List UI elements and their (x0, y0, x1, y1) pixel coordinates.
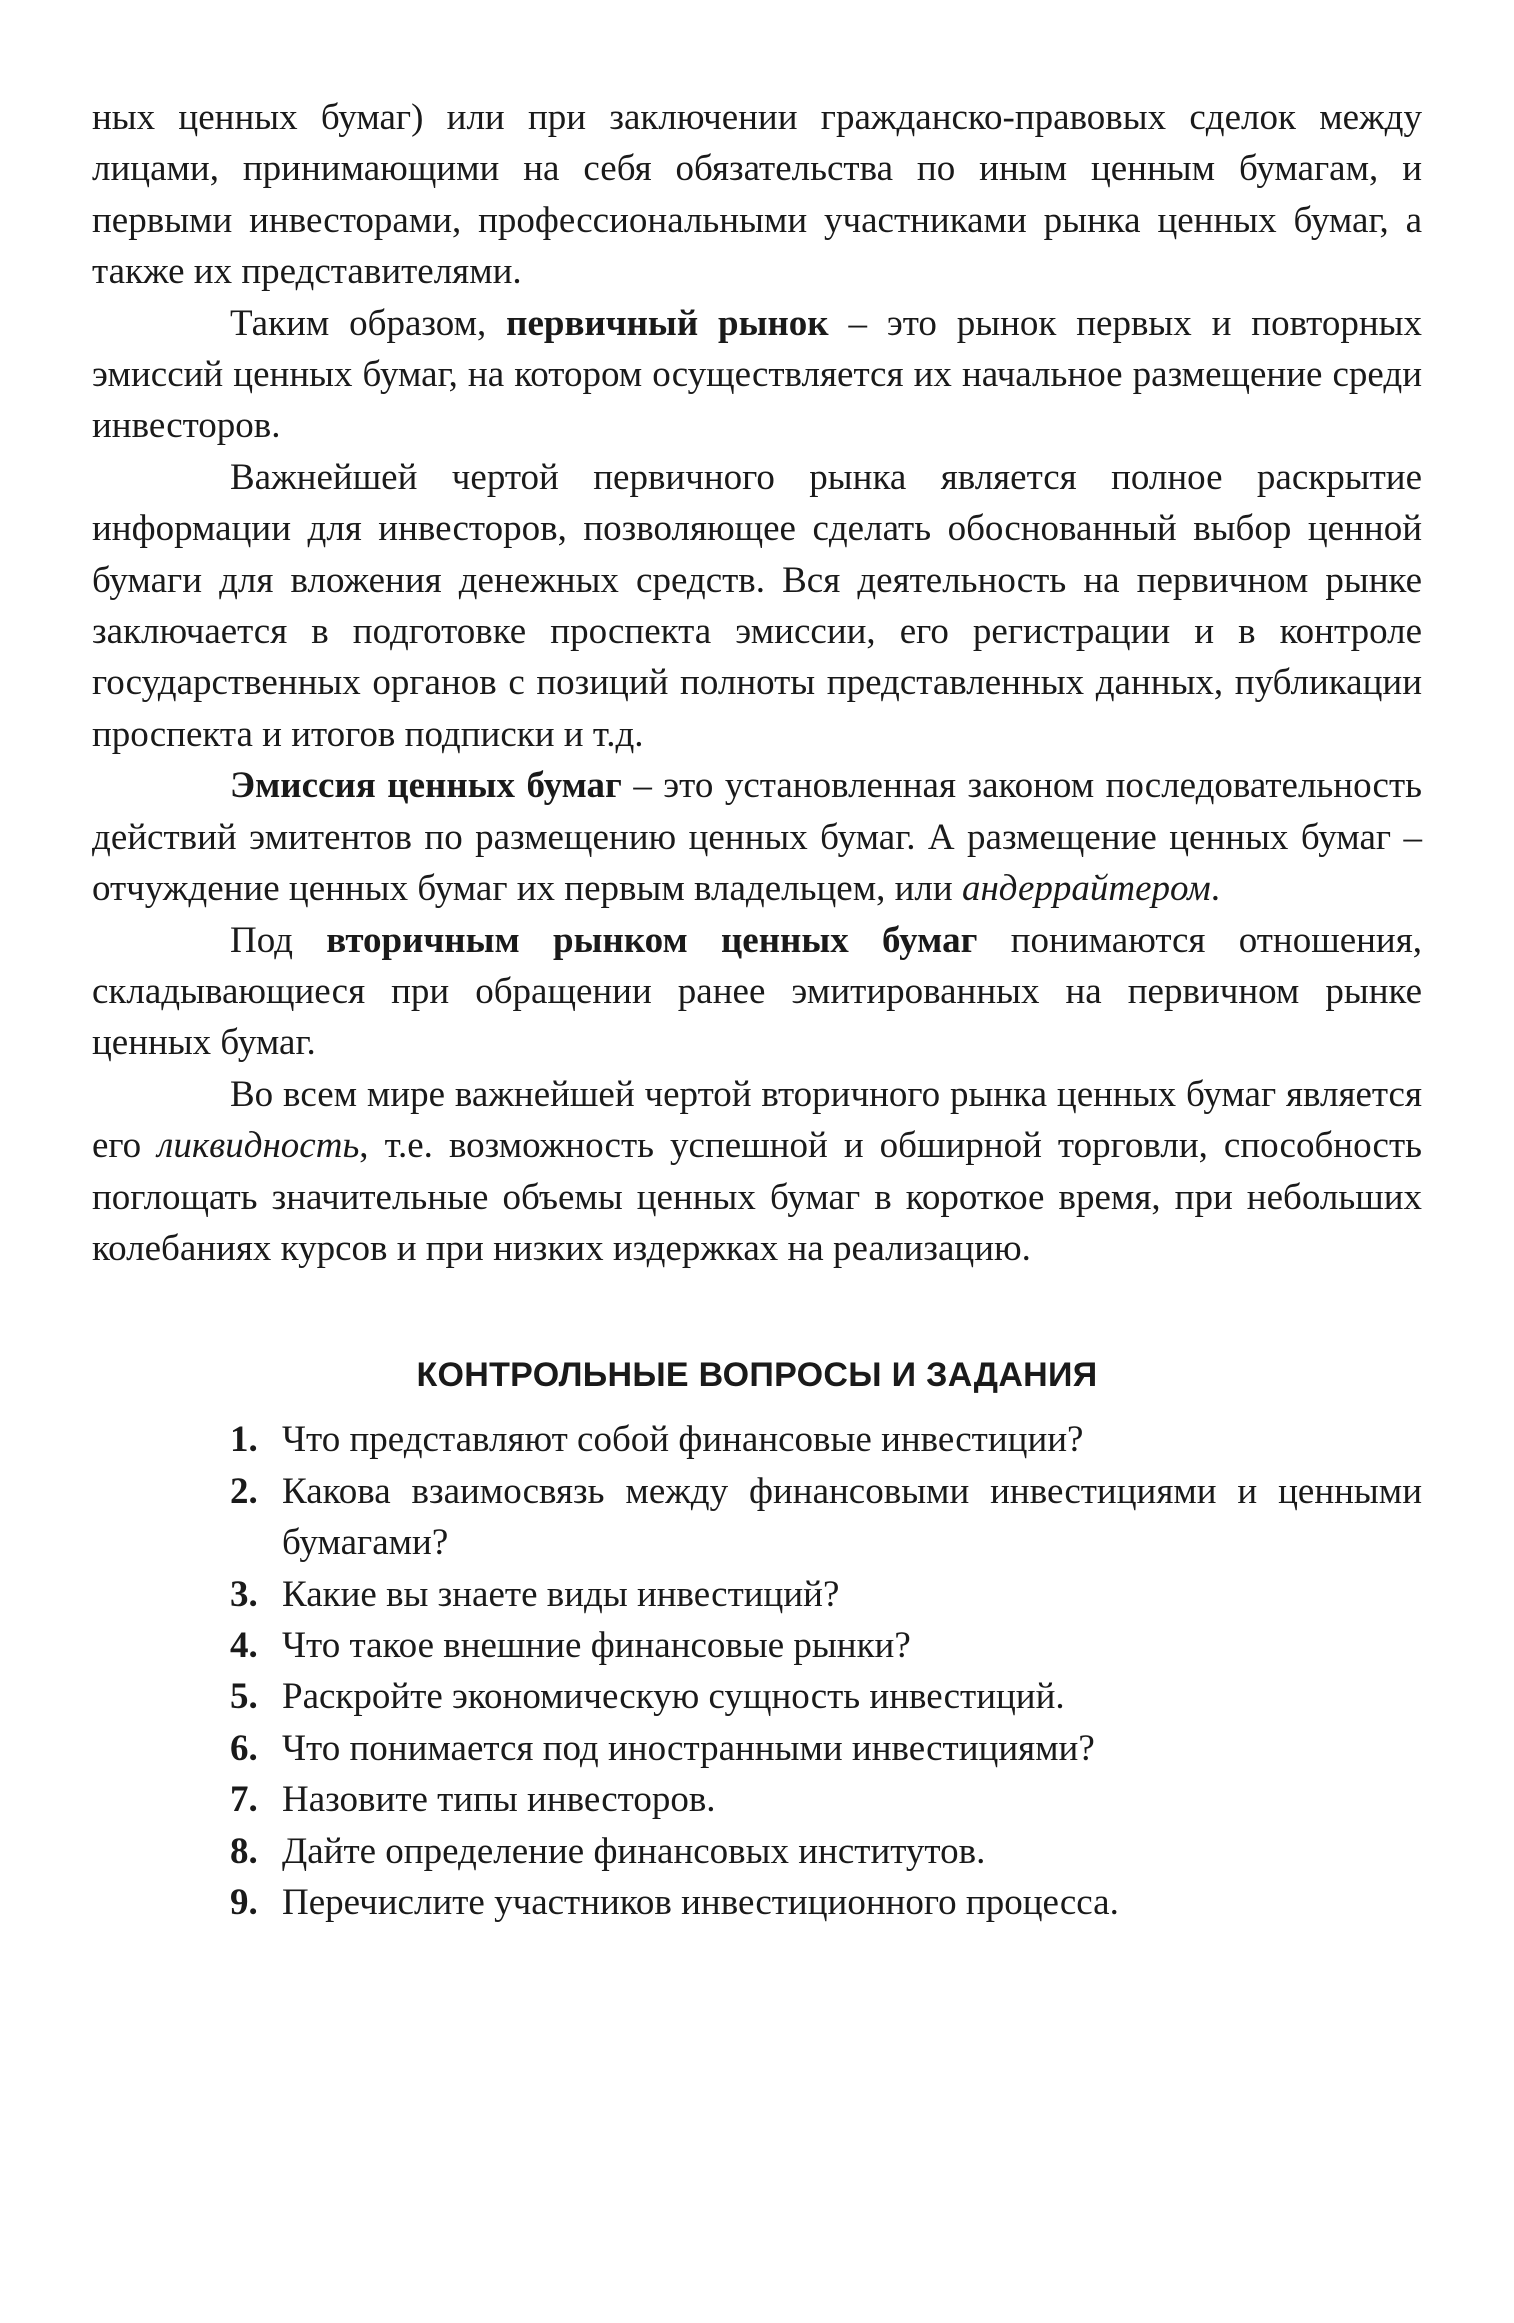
question-number: 2. (230, 1470, 258, 1512)
list-item (230, 1774, 1422, 1825)
term-primary-market: первичный рынок (506, 302, 829, 344)
paragraph-liquidity (92, 1069, 1422, 1275)
term-liquidity: ликвидность (157, 1125, 360, 1167)
question-text: Перечислите участников инвестиционного процесса. (282, 1882, 1119, 1923)
list-item (230, 1671, 1422, 1722)
list-item (230, 1414, 1422, 1465)
paragraph-secondary-market (92, 915, 1422, 1069)
text: – это рынок первых и повторных эмиссий ценных бумаг, на котором осуществляется их начальное размещение среди инвесторов. (92, 302, 1422, 447)
text: Во всем мире важнейшей чертой вторичного рынка ценных бумаг является его (92, 1073, 1422, 1167)
section-heading: КОНТРОЛЬНЫЕ ВОПРОСЫ И ЗАДАНИЯ (416, 1356, 1098, 1395)
text: Под (230, 919, 327, 961)
paragraph-disclosure: Важнейшей чертой первичного рынка является полное раскрытие информации для инвесторов, позволяющее сделать обоснованный выбор ценной бумаги для вложения денежных средств. Вся деятельность на первичном рынке заключается в подготовке проспекта эмиссии, его регистрации и в контроле государственных органов с позиций полноты представленных данных, публикации проспекта и итогов подписки и т.д. (92, 456, 1422, 755)
question-number: 9. (230, 1882, 258, 1923)
question-text: Какова взаимосвязь между финансовыми инвестициями и ценными бумагами? (282, 1470, 1422, 1564)
text: Таким образом, (230, 302, 507, 344)
question-text: Что понимается под иностранными инвестициями? (282, 1727, 1095, 1769)
list-item (230, 1723, 1422, 1774)
list-item (230, 1826, 1422, 1877)
text: . (1210, 868, 1220, 910)
question-number: 1. (230, 1419, 258, 1461)
paragraph-emission (92, 760, 1422, 914)
question-number: 6. (230, 1727, 258, 1769)
question-text: Дайте определение финансовых институтов. (282, 1830, 986, 1872)
paragraph-continuation: ных ценных бумаг) или при заключении гражданско-правовых сделок между лицами, принимающими на себя обязательства по иным ценным бумагам, и первыми инвесторами, профессиональными участниками рынка ценных бумаг, а также их представителями. (92, 97, 1422, 293)
text: понимаются отношения, складывающиеся при обращении ранее эмитированных на первичном рынке ценных бумаг. (92, 919, 1423, 1064)
list-item (230, 1877, 1422, 1928)
question-text: Что такое внешние финансовые рынки? (282, 1624, 911, 1666)
text: – это установленная законом последовательность действий эмитентов по размещению ценных бумаг. А размещение ценных бумаг – отчуждение ценных бумаг их первым владельцем, или (92, 765, 1422, 910)
question-number: 4. (230, 1624, 258, 1666)
text: , т.е. возможность успешной и обширной торговли, способность поглощать значительные объемы ценных бумаг в короткое время, при небольших колебаниях курсов и при низких издержках на реализацию. (92, 1125, 1422, 1269)
page (92, 92, 1422, 1928)
question-number: 8. (230, 1830, 258, 1872)
question-text: Что представляют собой финансовые инвестиции? (282, 1419, 1084, 1461)
question-number: 5. (230, 1676, 258, 1718)
question-text: Какие вы знаете виды инвестиций? (282, 1573, 840, 1615)
list-item (230, 1569, 1422, 1620)
questions-list (92, 1414, 1422, 1928)
question-text: Раскройте экономическую сущность инвестиций. (282, 1676, 1065, 1718)
list-item (230, 1620, 1422, 1671)
question-number: 3. (230, 1573, 258, 1615)
question-text: Назовите типы инвесторов. (282, 1779, 716, 1821)
question-number: 7. (230, 1779, 258, 1821)
list-item (230, 1466, 1422, 1569)
paragraph-primary-market (92, 298, 1422, 452)
term-secondary-market: вторичным рынком ценных бумаг (326, 919, 978, 961)
term-underwriter: андеррайтером (961, 868, 1211, 910)
term-emission: Эмиссия ценных бумаг (230, 765, 622, 807)
